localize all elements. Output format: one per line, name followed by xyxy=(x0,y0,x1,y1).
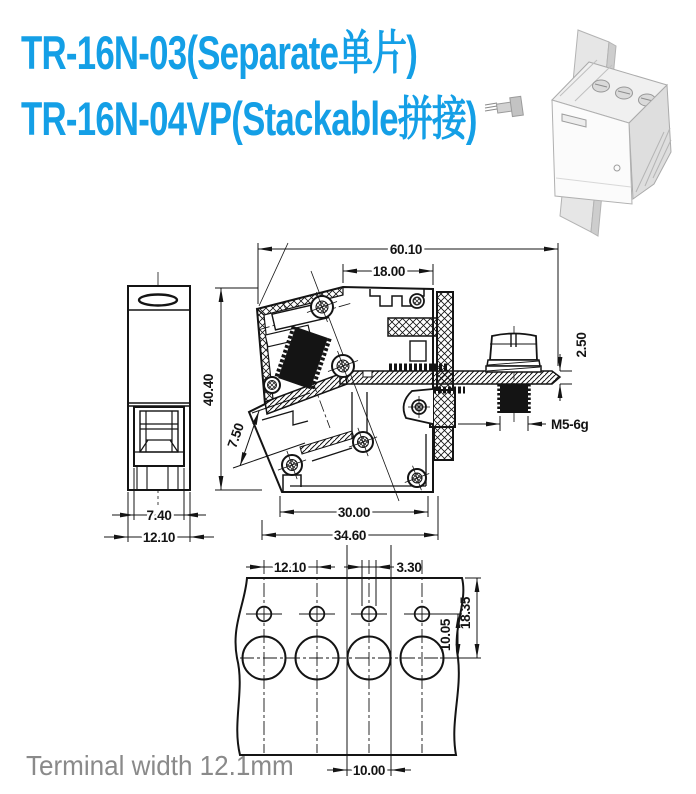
dim-top-section: 18.00 xyxy=(372,264,406,279)
dim-total-height: 40.40 xyxy=(201,373,216,407)
product-title-line1: TR-16N-03(Separate单片) xyxy=(21,26,418,79)
product-title-line2: TR-16N-04VP(Stackable拼接) xyxy=(21,92,477,145)
dim-clamp-width: 7.40 xyxy=(146,508,172,523)
dim-terminal-width: 12.10 xyxy=(142,530,176,545)
dim-large-hole-dia: 10.00 xyxy=(352,763,386,778)
dim-clamp-opening: 7.50 xyxy=(224,421,247,450)
dim-thread-spec: M5-6g xyxy=(551,417,589,432)
dim-row-spacing: 10.05 xyxy=(438,618,453,652)
dim-total-width: 60.10 xyxy=(389,242,423,257)
dim-base-width-outer: 34.60 xyxy=(333,528,367,543)
main-section-view xyxy=(249,243,560,501)
dim-plate-thickness: 2.50 xyxy=(574,332,589,358)
dim-hole-pitch: 12.10 xyxy=(273,560,307,575)
product-3d-render-icon xyxy=(485,30,671,236)
terminal-width-note: Terminal width 12.1mm xyxy=(26,750,294,781)
dim-small-hole-dia: 3.30 xyxy=(396,560,422,575)
front-view xyxy=(128,272,190,505)
dim-base-width: 30.00 xyxy=(337,505,371,520)
dim-edge-to-hole: 18.35 xyxy=(458,596,473,630)
